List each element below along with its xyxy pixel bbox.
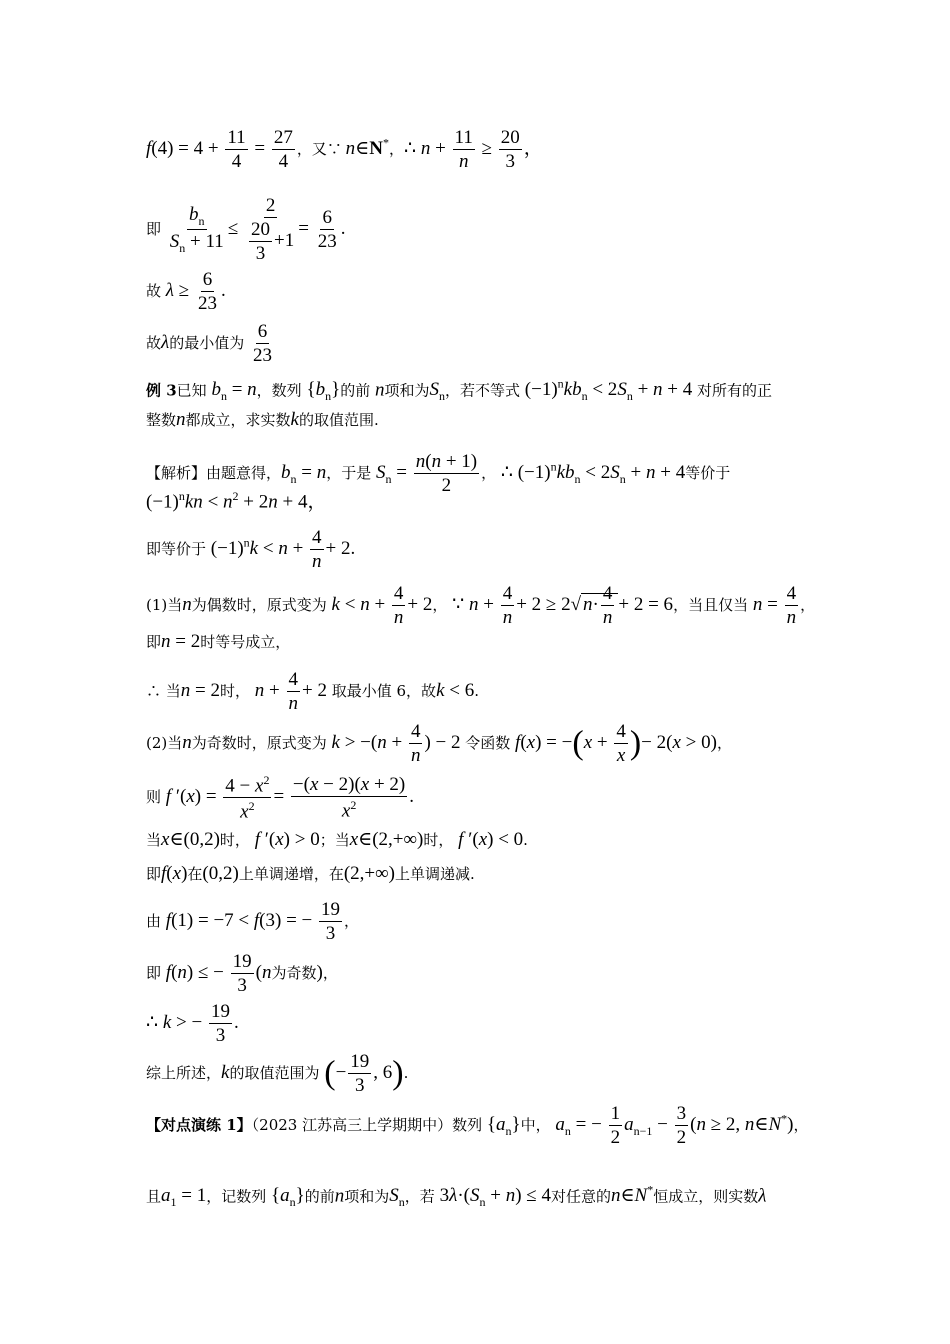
practice-label: 【对点演练 1】 bbox=[146, 1115, 252, 1134]
line-compare: 由 f(1) = −7 < f(3) = − $\frac{19}{3}$ ， bbox=[146, 899, 360, 944]
line-practice1-cont: 且$a_1 = 1$，记数列 $\{a_n\}$的前n项和为$S_n$，若 $3\lambda\cdot(S_n + n) \le 4$对任意的n∈N*恒成立，则实数λ bbox=[146, 1183, 767, 1210]
line-analysis: 【解析】由题意得，$b_n = n$，于是 $S_n$ = $\frac{n(n + 1)}{2}$ ， ∴ $(-1)^nkb_n < 2S_n + n + 4$等价于 bbox=[146, 451, 731, 496]
line-example3-cont: 整数n都成立，求实数k的取值范围. bbox=[146, 409, 379, 430]
line-lambda-min: 故λ的最小值为 $\frac{6}{23}$ bbox=[146, 321, 273, 366]
line-equality: 即n = 2时等号成立， bbox=[146, 631, 291, 652]
text-prefix: 即 bbox=[146, 219, 162, 238]
line-f4: f(4) = 4 + $\frac{11}{4}$ = $\frac{27}{4}$ ，又∵ n∈N*，∴ n + $\frac{11}{n}$ ≥ $\frac{20}{3}$ ， bbox=[146, 127, 543, 172]
example-label: 例 3 bbox=[146, 381, 177, 400]
line-fn-bound: 即 f(n) ≤ − $\frac{19}{3}$ (n为奇数)， bbox=[146, 951, 338, 996]
line-case-even: (1)当n为偶数时，原式变为 k < n + $\frac{4}{n}$ + 2， ∵ n + $\frac{4}{n}$ + 2 ≥ 2√ n· $\frac{4}{n}$ + 2 = 6，当且仅当 n = $\frac{4}{n}$ ， bbox=[146, 583, 816, 628]
line-sign: 当x∈(0,2)时， f ′(x) > 0；当x∈(2,+∞)时， f ′(x) < 0. bbox=[146, 829, 528, 850]
line-case-odd: (2)当n为奇数时，原式变为 k > −(n + $\frac{4}{n}$ ) − 2 令函数 f(x) = −(x + $\frac{4}{x}$ )− 2(x > 0)， bbox=[146, 721, 732, 766]
line-derivative: 则 f ′(x) = $\frac{4 - x^2}{x^2}$ = $\frac{-(x - 2)(x + 2)}{x^2}$ . bbox=[146, 773, 415, 823]
line-example3: 例 3已知 $b_n = n$，数列 $\{b_n\}$的前 n项和为$S_n$，若不等式 $(-1)^nkb_n < 2S_n + n + 4$ 对所有的正 bbox=[146, 377, 773, 404]
line-lambda-geq: 故 λ ≥ $\frac{6}{23}$ . bbox=[146, 269, 226, 314]
line-monotonic: 即f(x)在(0,2)上单调递增，在(2,+∞)上单调递减. bbox=[146, 863, 475, 884]
line-min6: ∴ 当n = 2时， n + $\frac{4}{n}$ + 2 取最小值 6，故k < 6. bbox=[146, 669, 479, 714]
line-equiv1: $(-1)^nkn < n^2 + 2n + 4$， bbox=[146, 489, 327, 513]
line-ratio-bound: 即 $\frac{b_n}{S_n + 11}$ ≤ 2 $\frac{20}{3}$ +1 = $\frac{6}{23}$ . bbox=[146, 195, 346, 264]
line-equiv2: 即等价于 $(-1)^nk < n$ + $\frac{4}{n}$ + 2. bbox=[146, 527, 356, 572]
line-k-gt: ∴ k > − $\frac{19}{3}$ . bbox=[146, 1001, 239, 1046]
line-practice1: 【对点演练 1】（2023 江苏高三上学期期中）数列 $\{a_n\}$中， $a_n$ = − $\frac{1}{2}$ $a_{n-1}$ − $\frac{3}{2}$ (n ≥ 2, n∈N*)， bbox=[146, 1103, 809, 1148]
line-conclusion: 综上所述，k的取值范围为 (− $\frac{19}{3}$ , 6). bbox=[146, 1051, 409, 1096]
